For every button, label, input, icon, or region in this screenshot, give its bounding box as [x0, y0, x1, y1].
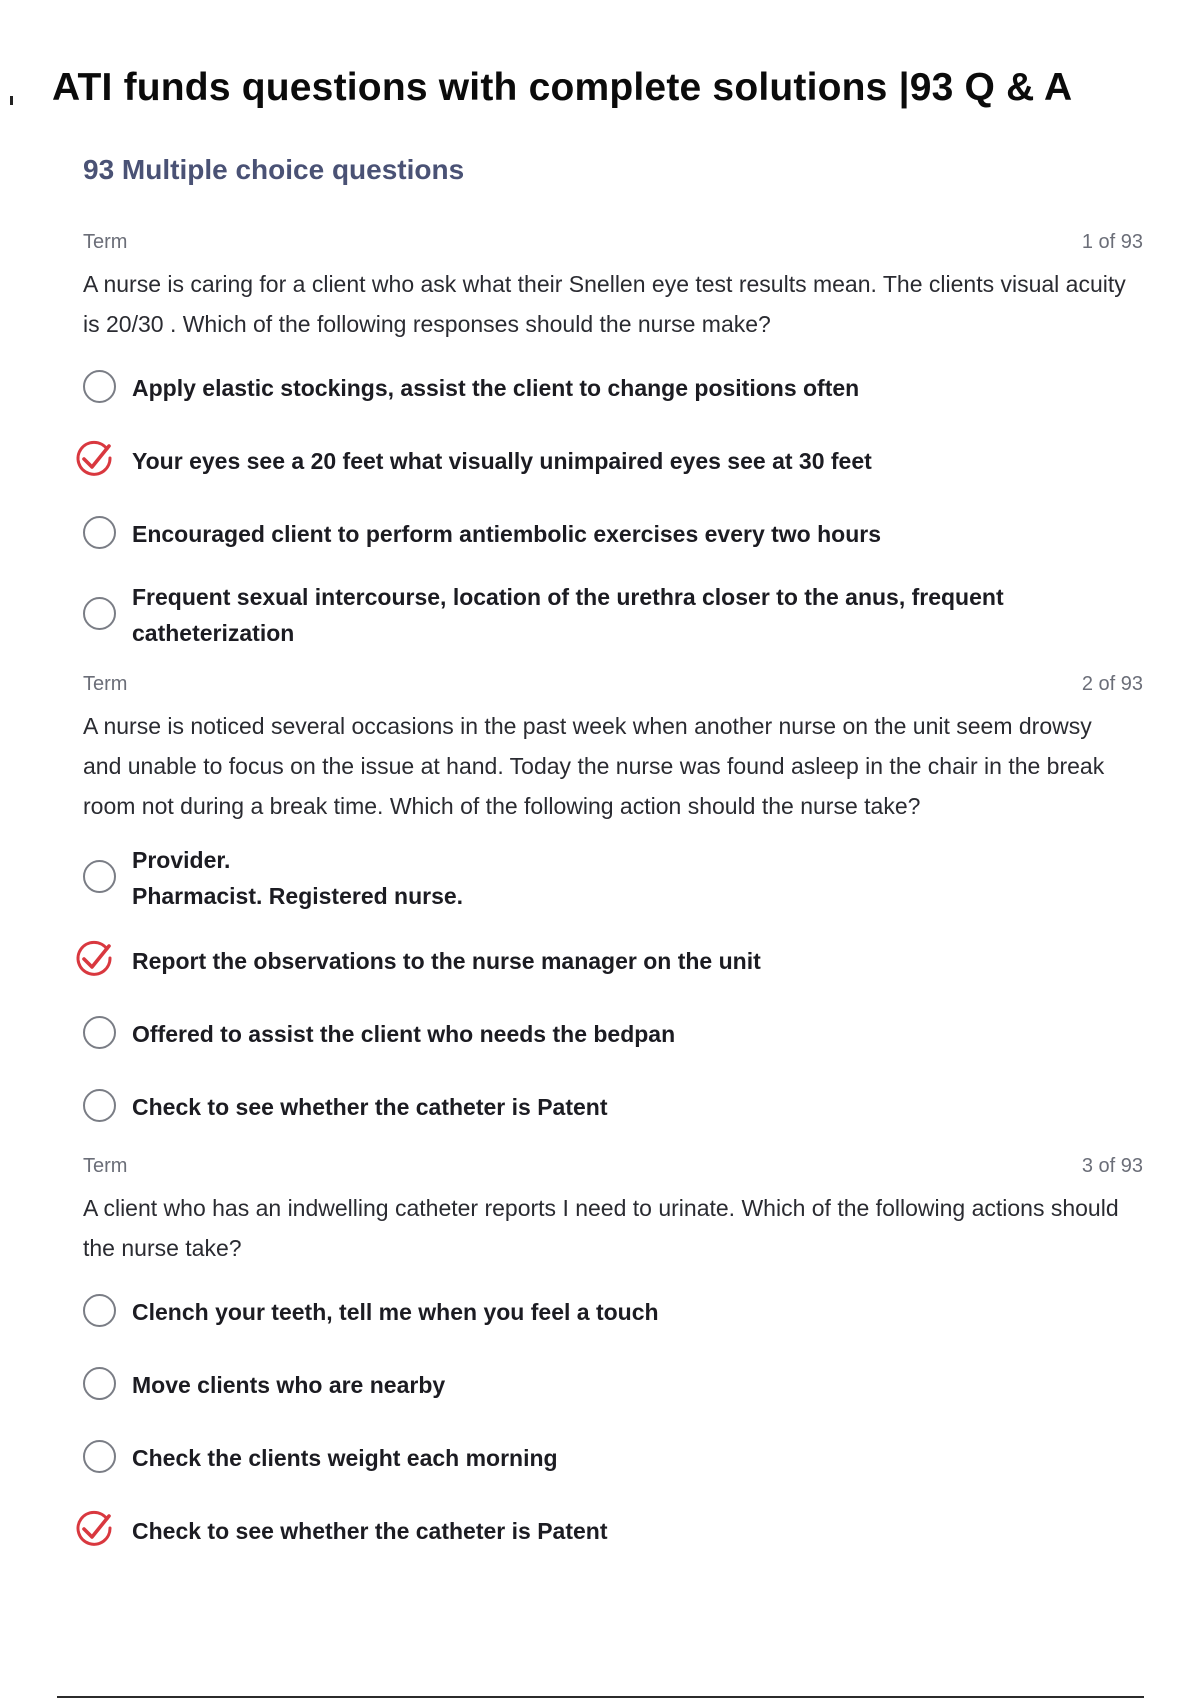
answer-option[interactable]	[83, 1284, 1143, 1340]
term-label: Term	[83, 1155, 128, 1177]
term-label: Term	[83, 231, 128, 253]
question-list	[83, 228, 1143, 1576]
checkmark-circle-icon[interactable]	[73, 1507, 117, 1551]
answer-option[interactable]	[83, 1006, 1143, 1062]
option-label: Report the observations to the nurse manager on the unit	[132, 948, 761, 974]
answer-option[interactable]	[83, 842, 1143, 914]
question-card	[83, 670, 1143, 1135]
radio-empty-icon[interactable]	[83, 1089, 116, 1122]
radio-empty-icon[interactable]	[83, 1367, 116, 1400]
question-card	[83, 1152, 1143, 1559]
option-label-line: Provider.	[132, 847, 231, 873]
answer-options	[83, 360, 1143, 651]
question-text: A nurse is caring for a client who ask what their Snellen eye test results mean. The clients visual acuity is 20/30 . Which of the following responses should the nurse make?	[83, 271, 1126, 337]
radio-empty-icon[interactable]	[83, 597, 116, 630]
term-label: Term	[83, 673, 128, 695]
answer-option-selected[interactable]	[83, 1503, 1143, 1559]
option-label-line: Pharmacist. Registered nurse.	[132, 883, 464, 909]
option-label: Clench your teeth, tell me when you feel a touch	[132, 1299, 659, 1325]
radio-empty-icon[interactable]	[83, 516, 116, 549]
question-header	[83, 1152, 1143, 1180]
page-divider	[57, 1696, 1144, 1698]
option-label: Encouraged client to perform antiembolic exercises every two hours	[132, 521, 882, 547]
question-card	[83, 228, 1143, 651]
checkmark-circle-icon[interactable]	[73, 937, 117, 981]
question-header	[83, 670, 1143, 698]
option-label: Check the clients weight each morning	[132, 1445, 558, 1471]
radio-empty-icon[interactable]	[83, 1440, 116, 1473]
radio-empty-icon[interactable]	[83, 1016, 116, 1049]
answer-option[interactable]	[83, 506, 1143, 562]
answer-option-selected[interactable]	[83, 433, 1143, 489]
radio-empty-icon[interactable]	[83, 370, 116, 403]
answer-options	[83, 1284, 1143, 1559]
answer-option[interactable]	[83, 360, 1143, 416]
answer-option[interactable]	[83, 1079, 1143, 1135]
question-text: A nurse is noticed several occasions in the past week when another nurse on the unit seem drowsy and unable to focus on the issue at hand. Today the nurse was found asleep in the chair in the break room not during a break time. Which of the following action should the nurse take?	[83, 713, 1105, 819]
answer-option[interactable]	[83, 1357, 1143, 1413]
answer-option-selected[interactable]	[83, 933, 1143, 989]
section-heading: 93 Multiple choice questions	[83, 154, 465, 185]
question-counter: 1 of 93	[1081, 231, 1143, 253]
option-label: Check to see whether the catheter is Patent	[132, 1094, 608, 1120]
answer-option[interactable]	[83, 1430, 1143, 1486]
title-bullet-mark	[10, 96, 13, 105]
option-label	[132, 842, 463, 914]
checkmark-circle-icon[interactable]	[73, 437, 117, 481]
answer-option[interactable]	[83, 579, 1143, 651]
answer-options	[83, 842, 1143, 1135]
radio-empty-icon[interactable]	[83, 1294, 116, 1327]
radio-empty-icon[interactable]	[83, 860, 116, 893]
question-counter: 3 of 93	[1081, 1155, 1143, 1177]
question-text: A client who has an indwelling catheter reports I need to urinate. Which of the following actions should the nurse take?	[83, 1195, 1119, 1261]
question-header	[83, 228, 1143, 256]
option-label: Your eyes see a 20 feet what visually unimpaired eyes see at 30 feet	[132, 448, 872, 474]
question-counter: 2 of 93	[1081, 673, 1143, 695]
option-label: Check to see whether the catheter is Patent	[132, 1518, 608, 1544]
option-label: Apply elastic stockings, assist the client to change positions often	[132, 375, 860, 401]
option-label: Move clients who are nearby	[132, 1372, 446, 1398]
option-label: Offered to assist the client who needs the bedpan	[132, 1021, 676, 1047]
document-title: ATI funds questions with complete solutions |93 Q & A	[52, 66, 1073, 109]
option-label: Frequent sexual intercourse, location of the urethra closer to the anus, frequent catheterization	[132, 584, 1004, 646]
